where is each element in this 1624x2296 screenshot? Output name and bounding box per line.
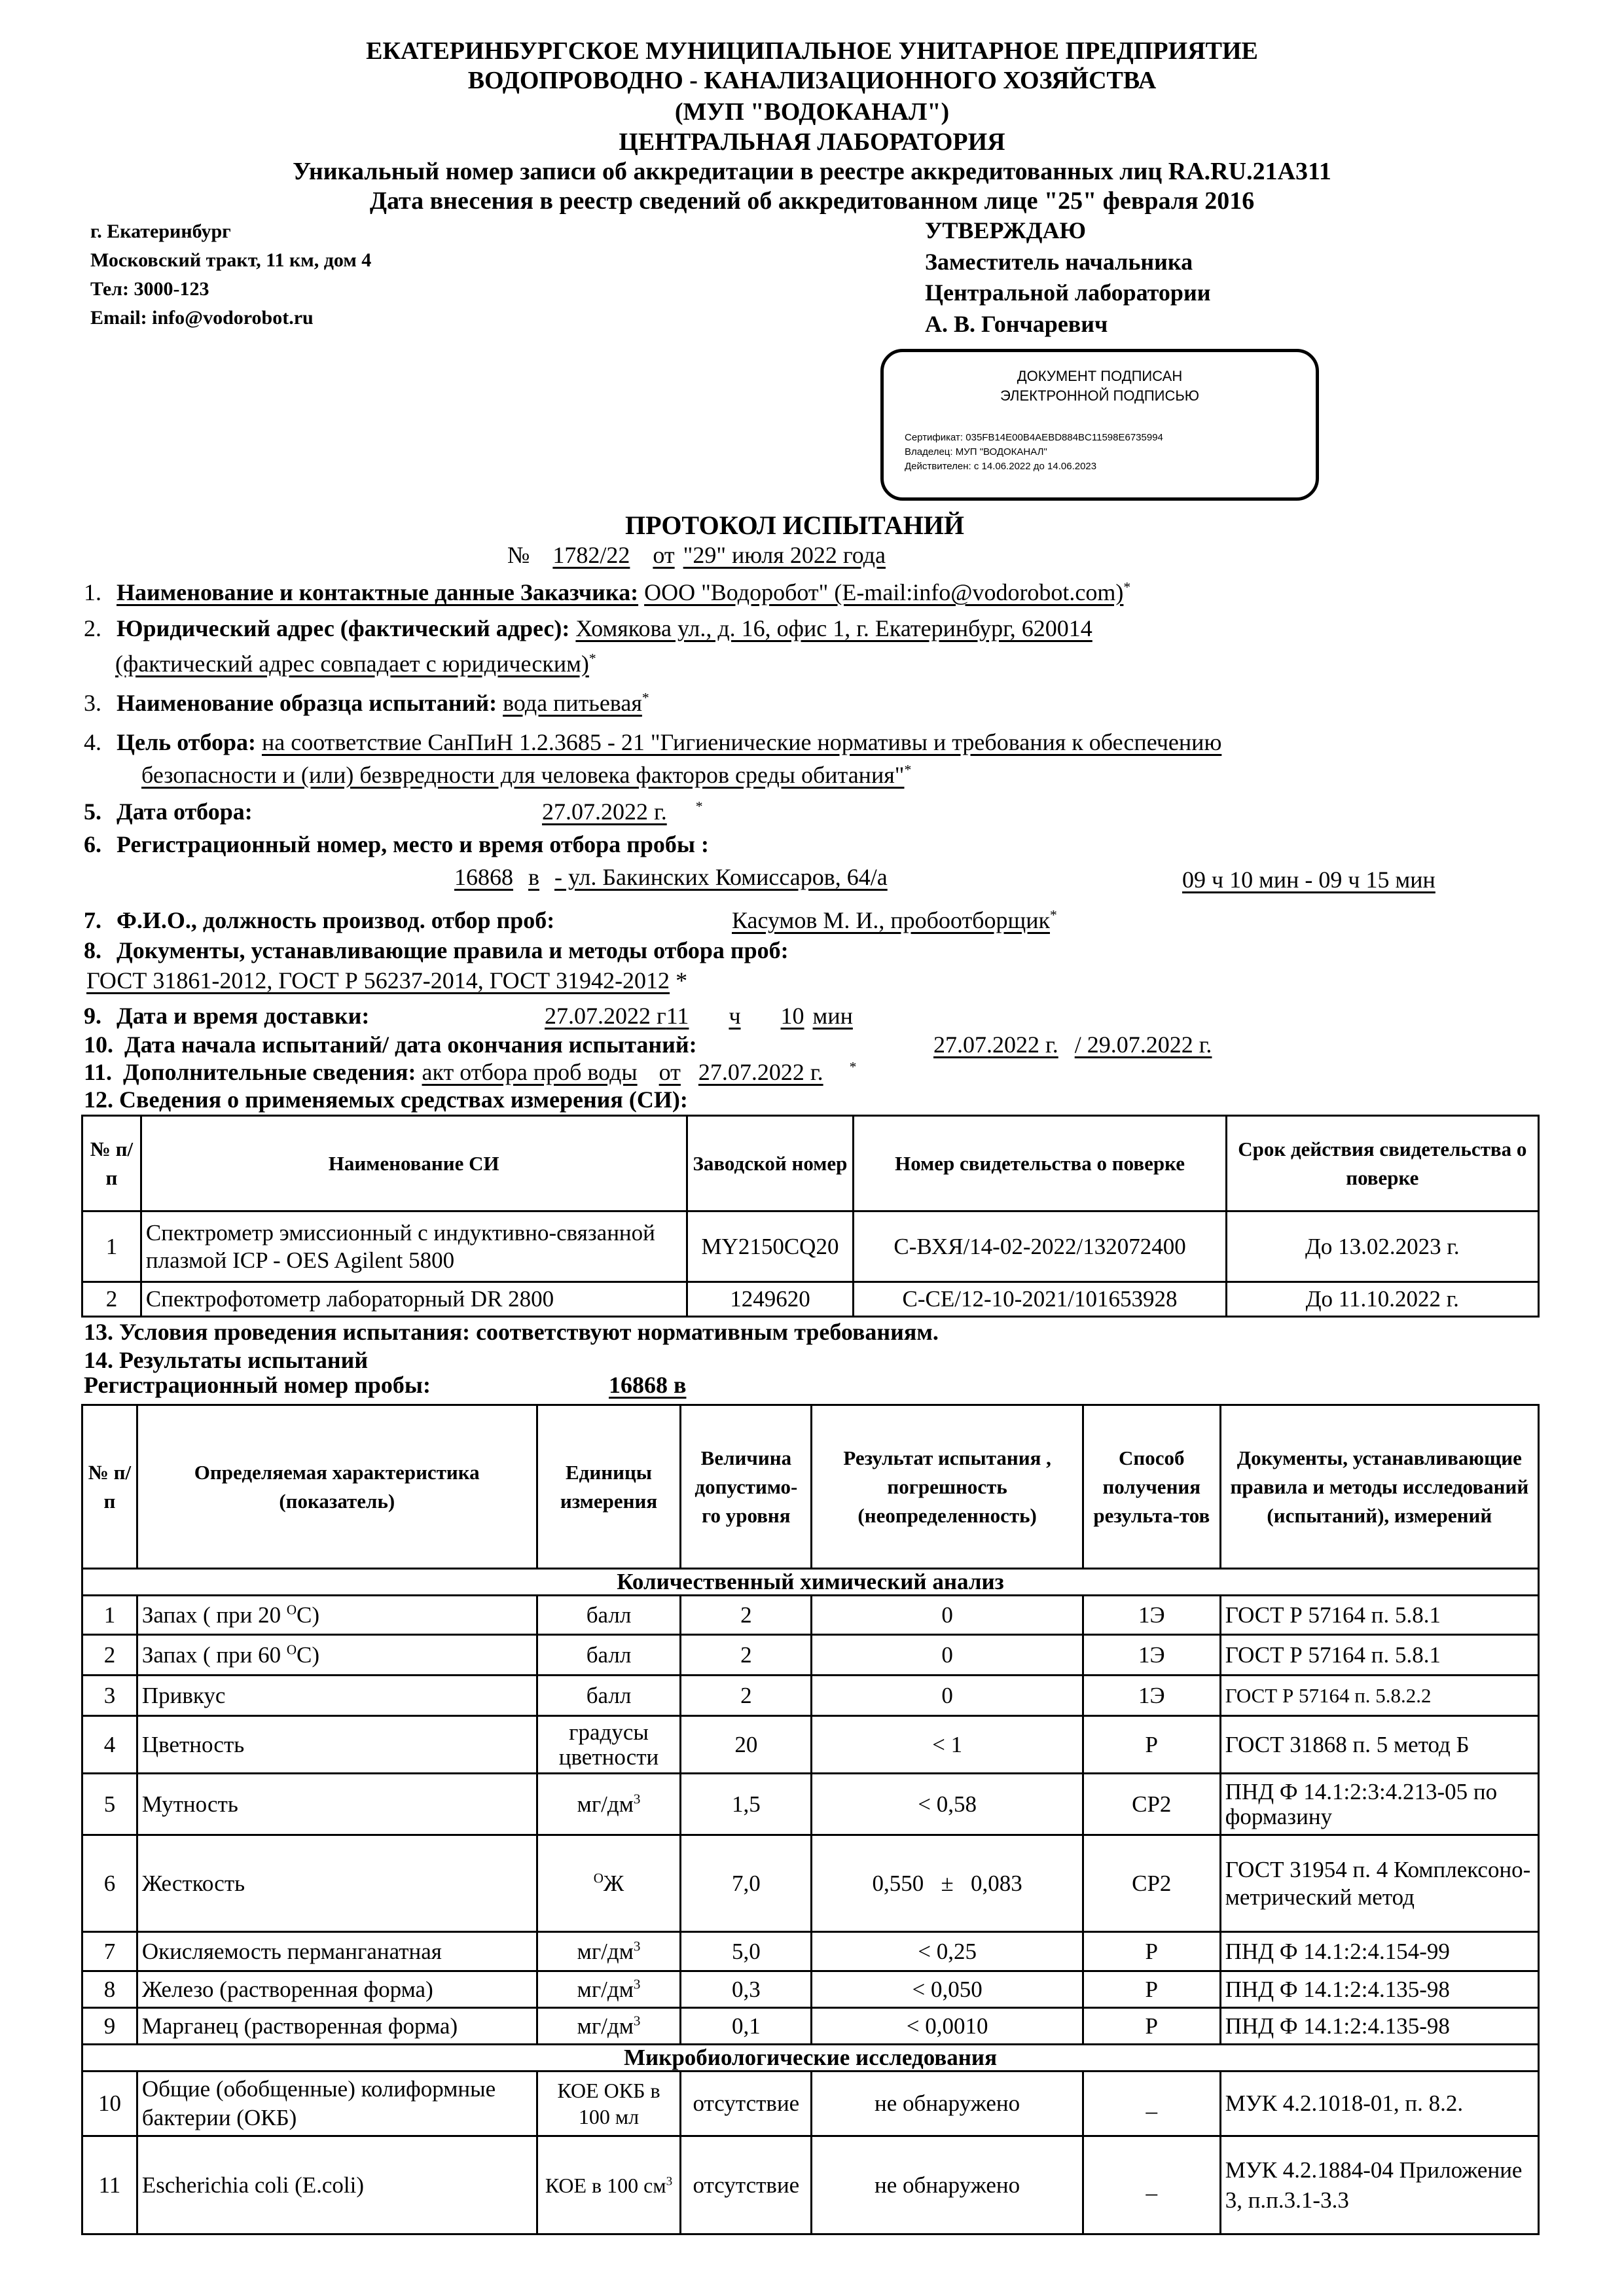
item-8-footnote: * bbox=[676, 967, 688, 994]
delivery-minute: 10 bbox=[780, 1003, 804, 1029]
row-limit: 2 bbox=[681, 1635, 812, 1676]
si-header-validity: Срок действия свидетельства о поверке bbox=[1226, 1116, 1538, 1211]
sample-reg-letter: в bbox=[528, 864, 539, 890]
unit-text: Ж bbox=[603, 1870, 624, 1896]
sampling-purpose: на соответствие СанПиН 1.2.3685 - 21 "Гигиенические нормативы и требования к обеспечению bbox=[261, 729, 1222, 755]
si-row bbox=[82, 1211, 1539, 1282]
stamp-line2: ЭЛЕКТРОННОЙ ПОДПИСЬЮ bbox=[1000, 387, 1200, 404]
measurement-instruments-table bbox=[81, 1115, 1540, 1318]
item-8-label: Документы, устанавливающие правила и методы отбора проб: bbox=[117, 937, 789, 963]
row-document: ПНД Ф 14.1:2:3:4.213-05 по формазину bbox=[1220, 1774, 1538, 1835]
item-9-number: 9. bbox=[84, 1003, 101, 1029]
unit-text: мг/дм bbox=[577, 1976, 634, 2002]
table-row bbox=[82, 1676, 1539, 1716]
row-characteristic: Escherichia coli (E.coli) bbox=[137, 2136, 537, 2234]
unit-text: мг/дм bbox=[577, 2013, 634, 2039]
row-method: Р bbox=[1083, 2008, 1220, 2045]
additional-info-from: от bbox=[659, 1059, 681, 1085]
sampler-name: Касумов М. И., пробоотборщик bbox=[732, 907, 1050, 933]
accreditation-number: Уникальный номер записи об аккредитации в реестре аккредитованных лиц RA.RU.21А311 bbox=[293, 158, 1331, 185]
si-row-validity: До 11.10.2022 г. bbox=[1226, 1282, 1538, 1317]
row-result: 0,550 ± 0,083 bbox=[812, 1835, 1083, 1932]
item-8-number: 8. bbox=[84, 937, 101, 963]
results-header-limit: Величина допустимо-го уровня bbox=[681, 1405, 812, 1569]
si-row-certificate: С-СЕ/12-10-2021/101653928 bbox=[854, 1282, 1226, 1317]
row-document: ПНД Ф 14.1:2:4.135-98 bbox=[1220, 1971, 1538, 2008]
row-number: 11 bbox=[82, 2136, 137, 2234]
protocol-number-label: № bbox=[507, 542, 530, 568]
row-document: МУК 4.2.1884-04 Приложение 3, п.п.3.1-3.3 bbox=[1220, 2136, 1538, 2234]
row-number: 9 bbox=[82, 2008, 137, 2045]
table-row bbox=[82, 2136, 1539, 2234]
test-end-date: / 29.07.2022 г. bbox=[1074, 1031, 1212, 1058]
item-1-label: Наименование и контактные данные Заказчика: bbox=[117, 579, 639, 605]
row-unit: балл bbox=[537, 1596, 681, 1635]
sampling-purpose-continued: безопасности и (или) безвредности для человека факторов среды обитания" bbox=[141, 762, 905, 788]
row-result: < 0,0010 bbox=[812, 2008, 1083, 2045]
item-12-heading: 12. Сведения о применяемых средствах измерения (СИ): bbox=[84, 1086, 688, 1113]
contact-city: г. Екатеринбург bbox=[90, 221, 231, 242]
results-header-method: Способ получения результа-тов bbox=[1083, 1405, 1220, 1569]
approval-title: УТВЕРЖДАЮ bbox=[925, 217, 1087, 243]
registry-date: Дата внесения в реестр сведений об аккредитованном лице "25" февраля 2016 bbox=[369, 187, 1255, 215]
item-2 bbox=[84, 614, 1092, 643]
lab-name: ЦЕНТРАЛЬНАЯ ЛАБОРАТОРИЯ bbox=[619, 128, 1005, 156]
row-unit bbox=[537, 1932, 681, 1971]
si-header-number: № п/п bbox=[82, 1116, 141, 1211]
item-10-number: 10. bbox=[84, 1031, 113, 1058]
test-period bbox=[933, 1030, 1212, 1059]
row-limit: отсутствие bbox=[681, 2136, 812, 2234]
row-characteristic-tail: С) bbox=[297, 1641, 320, 1668]
sampling-time: 09 ч 10 мин - 09 ч 15 мин bbox=[1182, 867, 1435, 893]
org-name-line3: (МУП "ВОДОКАНАЛ") bbox=[674, 98, 950, 126]
item-14: 14. Результаты испытаний bbox=[84, 1347, 369, 1373]
unit-exponent: 3 bbox=[633, 1937, 641, 1954]
sampling-date: 27.07.2022 г. bbox=[542, 798, 667, 825]
degree-mark: О bbox=[593, 1869, 604, 1886]
row-unit: балл bbox=[537, 1635, 681, 1676]
item-13: 13. Условия проведения испытания: соответствуют нормативным требованиям. bbox=[84, 1319, 939, 1345]
protocol-number: 1782/22 bbox=[552, 542, 630, 568]
item-1-footnote: * bbox=[1123, 579, 1131, 595]
row-document: ГОСТ Р 57164 п. 5.8.2.2 bbox=[1220, 1676, 1538, 1716]
protocol-title: ПРОТОКОЛ ИСПЫТАНИЙ bbox=[625, 511, 964, 540]
row-limit: 20 bbox=[681, 1716, 812, 1774]
reg-number-value: 16868 в bbox=[609, 1372, 687, 1398]
row-document: МУК 4.2.1018-01, п. 8.2. bbox=[1220, 2072, 1538, 2136]
stamp-line1: ДОКУМЕНТ ПОДПИСАН bbox=[1017, 368, 1183, 384]
section-microbiology: Микробиологические исследования bbox=[82, 2045, 1539, 2072]
unit-text: мг/дм bbox=[577, 1938, 634, 1964]
org-name-line2: ВОДОПРОВОДНО - КАНАЛИЗАЦИОННОГО ХОЗЯЙСТВА bbox=[467, 67, 1157, 94]
legal-address: Хомякова ул., д. 16, офис 1, г. Екатеринбург, 620014 bbox=[575, 615, 1092, 641]
item-3 bbox=[84, 689, 649, 717]
row-method: 1Э bbox=[1083, 1635, 1220, 1676]
table-row bbox=[82, 1971, 1539, 2008]
item-4 bbox=[84, 728, 1221, 757]
row-characteristic: Привкус bbox=[137, 1676, 537, 1716]
item-7-label: Ф.И.О., должность производ. отбор проб: bbox=[117, 907, 555, 933]
item-7-footnote: * bbox=[1049, 907, 1057, 923]
si-row-name: Спектрофотометр лабораторный DR 2800 bbox=[141, 1282, 687, 1317]
table-row bbox=[82, 2072, 1539, 2136]
row-characteristic: Марганец (растворенная форма) bbox=[137, 2008, 537, 2045]
sample-reg-number: 16868 bbox=[454, 864, 513, 890]
sample-name: вода питьевая bbox=[503, 690, 642, 716]
item-2-continuation bbox=[84, 649, 596, 678]
si-header-row bbox=[82, 1116, 1539, 1211]
row-characteristic-tail: С) bbox=[297, 1602, 320, 1628]
unit-text: КОЕ в 100 см bbox=[545, 2173, 666, 2197]
stamp-owner: Владелец: МУП "ВОДОКАНАЛ" bbox=[905, 446, 1047, 457]
item-2-label: Юридический адрес (фактический адрес): bbox=[117, 615, 570, 641]
row-unit: балл bbox=[537, 1676, 681, 1716]
actual-address-note: (фактический адрес совпадает с юридическим) bbox=[115, 651, 589, 677]
table-row bbox=[82, 1596, 1539, 1635]
item-4-continuation bbox=[84, 761, 911, 789]
reg-number-label: Регистрационный номер пробы: bbox=[84, 1372, 431, 1398]
contact-phone: Тел: 3000-123 bbox=[90, 278, 209, 300]
degree-mark: О bbox=[286, 1641, 297, 1657]
item-6 bbox=[84, 830, 709, 859]
row-number: 6 bbox=[82, 1835, 137, 1932]
item-6-label: Регистрационный номер, место и время отбора пробы : bbox=[117, 831, 710, 857]
row-unit: градусы цветности bbox=[537, 1716, 681, 1774]
test-start-date: 27.07.2022 г. bbox=[933, 1031, 1058, 1058]
row-document: ГОСТ 31954 п. 4 Комплексоно-метрический метод bbox=[1220, 1835, 1538, 1932]
section-row-micro bbox=[82, 2045, 1539, 2072]
item-10 bbox=[84, 1030, 697, 1059]
row-result: < 0,58 bbox=[812, 1774, 1083, 1835]
row-result: < 0,25 bbox=[812, 1932, 1083, 1971]
si-row-number: 1 bbox=[82, 1211, 141, 1282]
item-3-number: 3. bbox=[84, 690, 101, 716]
row-unit: КОЕ ОКБ в 100 мл bbox=[537, 2072, 681, 2136]
contact-address: Московский тракт, 11 км, дом 4 bbox=[90, 249, 372, 271]
results-header-characteristic: Определяемая характеристика (показатель) bbox=[137, 1405, 537, 1569]
row-characteristic: Железо (растворенная форма) bbox=[137, 1971, 537, 2008]
row-result: не обнаружено bbox=[812, 2072, 1083, 2136]
si-row-serial: MY2150CQ20 bbox=[687, 1211, 854, 1282]
row-number: 7 bbox=[82, 1932, 137, 1971]
unit-exponent: 3 bbox=[666, 2174, 673, 2188]
table-row bbox=[82, 1932, 1539, 1971]
row-characteristic bbox=[137, 1596, 537, 1635]
delivery-hour: 11 bbox=[666, 1003, 689, 1029]
row-document: ПНД Ф 14.1:2:4.135-98 bbox=[1220, 2008, 1538, 2045]
org-name-line1: ЕКАТЕРИНБУРГСКОЕ МУНИЦИПАЛЬНОЕ УНИТАРНОЕ ПРЕДПРИЯТИЕ bbox=[366, 37, 1258, 65]
si-row bbox=[82, 1282, 1539, 1317]
row-result: < 1 bbox=[812, 1716, 1083, 1774]
unit-exponent: 3 bbox=[633, 1975, 641, 1992]
protocol-number-line bbox=[507, 541, 886, 569]
si-header-serial: Заводской номер bbox=[687, 1116, 854, 1211]
item-11-label: Дополнительные сведения: bbox=[123, 1059, 416, 1085]
item-4-label: Цель отбора: bbox=[117, 729, 256, 755]
results-header-result: Результат испытания , погрешность (неопределенность) bbox=[812, 1405, 1083, 1569]
unit-exponent: 3 bbox=[633, 1790, 641, 1806]
item-3-footnote: * bbox=[641, 690, 649, 706]
row-unit bbox=[537, 1835, 681, 1932]
row-number: 5 bbox=[82, 1774, 137, 1835]
results-header-documents: Документы, устанавливающие правила и методы исследований (испытаний), измерений bbox=[1220, 1405, 1538, 1569]
row-document: ГОСТ Р 57164 п. 5.8.1 bbox=[1220, 1635, 1538, 1676]
si-row-validity: До 13.02.2023 г. bbox=[1226, 1211, 1538, 1282]
row-method: Р bbox=[1083, 1716, 1220, 1774]
row-result: 0 bbox=[812, 1676, 1083, 1716]
results-header-unit: Единицы измерения bbox=[537, 1405, 681, 1569]
row-characteristic: Жесткость bbox=[137, 1835, 537, 1932]
row-method: СР2 bbox=[1083, 1774, 1220, 1835]
si-header-name: Наименование СИ bbox=[141, 1116, 687, 1211]
sampling-place: - ул. Бакинских Комиссаров, 64/а bbox=[554, 864, 888, 890]
item-9 bbox=[84, 1001, 369, 1030]
results-header-number: № п/п bbox=[82, 1405, 137, 1569]
item-3-label: Наименование образца испытаний: bbox=[117, 690, 497, 716]
row-unit bbox=[537, 1971, 681, 2008]
delivery-date: 27.07.2022 г bbox=[545, 1003, 666, 1029]
approval-position1: Заместитель начальника bbox=[925, 249, 1193, 275]
section-row-chemical bbox=[82, 1569, 1539, 1596]
row-document: ГОСТ Р 57164 п. 5.8.1 bbox=[1220, 1596, 1538, 1635]
item-11 bbox=[84, 1058, 856, 1086]
results-table bbox=[81, 1404, 1540, 2235]
row-characteristic: Мутность bbox=[137, 1774, 537, 1835]
row-method: Р bbox=[1083, 1971, 1220, 2008]
sampling-docs-wrap bbox=[86, 966, 687, 995]
protocol-date-prefix: от bbox=[653, 542, 675, 568]
contact-email: Email: info@vodorobot.ru bbox=[90, 307, 314, 329]
row-number: 1 bbox=[82, 1596, 137, 1635]
item-9-label: Дата и время доставки: bbox=[117, 1003, 370, 1029]
delivery-hour-unit: ч bbox=[729, 1003, 741, 1029]
protocol-date: "29" июля 2022 года bbox=[683, 542, 886, 568]
row-limit: 1,5 bbox=[681, 1774, 812, 1835]
row-method: СР2 bbox=[1083, 1835, 1220, 1932]
row-result: не обнаружено bbox=[812, 2136, 1083, 2234]
row-limit: отсутствие bbox=[681, 2072, 812, 2136]
row-characteristic: Цветность bbox=[137, 1716, 537, 1774]
additional-info-date: 27.07.2022 г. bbox=[698, 1059, 823, 1085]
si-row-number: 2 bbox=[82, 1282, 141, 1317]
si-header-certificate: Номер свидетельства о поверке bbox=[854, 1116, 1226, 1211]
results-header-row bbox=[82, 1405, 1539, 1569]
row-method: _ bbox=[1083, 2072, 1220, 2136]
item-11-number: 11. bbox=[84, 1059, 113, 1085]
table-row bbox=[82, 1774, 1539, 1835]
row-number: 10 bbox=[82, 2072, 137, 2136]
row-limit: 5,0 bbox=[681, 1932, 812, 1971]
row-limit: 0,3 bbox=[681, 1971, 812, 2008]
item-2-number: 2. bbox=[84, 615, 101, 641]
approval-position2: Центральной лаборатории bbox=[925, 279, 1211, 306]
item-2-footnote: * bbox=[588, 651, 596, 666]
item-10-label: Дата начала испытаний/ дата окончания испытаний: bbox=[124, 1031, 697, 1058]
row-number: 8 bbox=[82, 1971, 137, 2008]
item-5-number: 5. bbox=[84, 798, 101, 825]
row-limit: 2 bbox=[681, 1596, 812, 1635]
row-characteristic: Окисляемость перманганатная bbox=[137, 1932, 537, 1971]
row-limit: 7,0 bbox=[681, 1835, 812, 1932]
row-result: 0 bbox=[812, 1596, 1083, 1635]
item-8 bbox=[84, 936, 789, 965]
additional-info: акт отбора проб воды bbox=[422, 1059, 638, 1085]
section-chemical-analysis: Количественный химический анализ bbox=[82, 1569, 1539, 1596]
e-signature-stamp bbox=[880, 349, 1319, 501]
row-document: ПНД Ф 14.1:2:4.154-99 bbox=[1220, 1932, 1538, 1971]
item-4-number: 4. bbox=[84, 729, 101, 755]
row-characteristic bbox=[137, 1635, 537, 1676]
item-5 bbox=[84, 797, 253, 826]
row-characteristic-text: Запах ( при 20 bbox=[141, 1602, 281, 1628]
delivery-time bbox=[545, 1001, 853, 1030]
unit-text: мг/дм bbox=[577, 1791, 634, 1817]
sampling-place-line bbox=[454, 863, 888, 891]
row-unit bbox=[537, 1774, 681, 1835]
item-11-footnote: * bbox=[849, 1059, 857, 1075]
row-unit bbox=[537, 2136, 681, 2234]
table-row bbox=[82, 1635, 1539, 1676]
row-number: 3 bbox=[82, 1676, 137, 1716]
item-5-label: Дата отбора: bbox=[117, 798, 253, 825]
row-result: 0 bbox=[812, 1635, 1083, 1676]
item-6-number: 6. bbox=[84, 831, 101, 857]
approval-name: А. В. Гончаревич bbox=[925, 311, 1108, 337]
sampling-documents: ГОСТ 31861-2012, ГОСТ Р 56237-2014, ГОСТ 31942-2012 bbox=[86, 967, 670, 994]
row-method: 1Э bbox=[1083, 1596, 1220, 1635]
si-row-certificate: С-ВХЯ/14-02-2022/132072400 bbox=[854, 1211, 1226, 1282]
table-row bbox=[82, 2008, 1539, 2045]
sampler-wrap bbox=[732, 906, 1057, 935]
row-number: 4 bbox=[82, 1716, 137, 1774]
item-7 bbox=[84, 906, 554, 935]
row-characteristic: Общие (обобщенные) колиформные бактерии (ОКБ) bbox=[137, 2072, 537, 2136]
table-row bbox=[82, 1835, 1539, 1932]
stamp-certificate: Сертификат: 035FB14E00B4AEBD884BC11598E6735994 bbox=[905, 432, 1163, 443]
item-7-number: 7. bbox=[84, 907, 101, 933]
item-4-footnote: * bbox=[904, 762, 912, 778]
row-method: _ bbox=[1083, 2136, 1220, 2234]
row-characteristic-text: Запах ( при 60 bbox=[141, 1641, 281, 1668]
si-row-name: Спектрометр эмиссионный с индуктивно-связанной плазмой ICP - OES Agilent 5800 bbox=[141, 1211, 687, 1282]
row-number: 2 bbox=[82, 1635, 137, 1676]
row-method: 1Э bbox=[1083, 1676, 1220, 1716]
delivery-minute-unit: мин bbox=[812, 1003, 853, 1029]
table-row bbox=[82, 1716, 1539, 1774]
stamp-validity: Действителен: с 14.06.2022 до 14.06.2023 bbox=[905, 461, 1097, 472]
unit-exponent: 3 bbox=[633, 2012, 641, 2028]
customer-name: ООО "Водоробот" (E-mail:info@vodorobot.com) bbox=[644, 579, 1124, 605]
row-unit bbox=[537, 2008, 681, 2045]
item-5-footnote: * bbox=[695, 798, 703, 814]
degree-mark: О bbox=[286, 1601, 297, 1617]
row-method: Р bbox=[1083, 1932, 1220, 1971]
sampling-date-wrap bbox=[542, 797, 703, 826]
item-1-number: 1. bbox=[84, 579, 101, 605]
row-document: ГОСТ 31868 п. 5 метод Б bbox=[1220, 1716, 1538, 1774]
row-limit: 2 bbox=[681, 1676, 812, 1716]
item-1 bbox=[84, 578, 1130, 607]
row-result: < 0,050 bbox=[812, 1971, 1083, 2008]
si-row-serial: 1249620 bbox=[687, 1282, 854, 1317]
row-limit: 0,1 bbox=[681, 2008, 812, 2045]
